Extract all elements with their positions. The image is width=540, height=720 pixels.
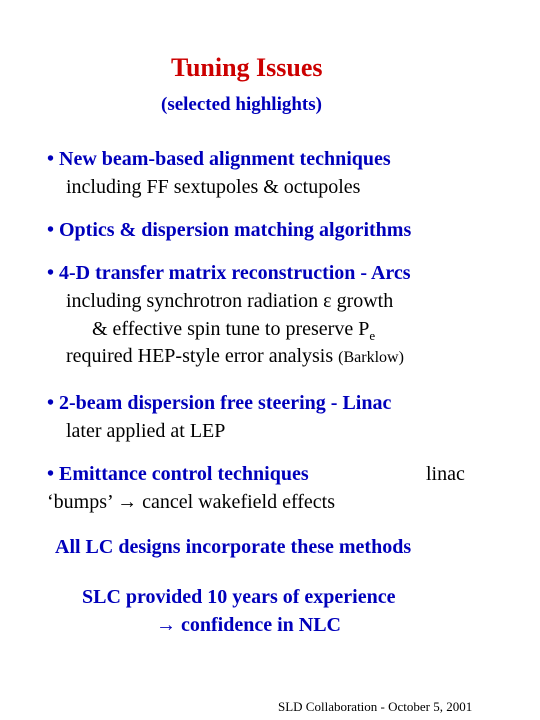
footer-credit: SLD Collaboration - October 5, 2001 [278,699,473,714]
slide-subtitle: (selected highlights) [161,94,322,115]
experience-line-2: → confidence in NLC [156,614,341,636]
bullet-steering-detail: later applied at LEP [66,420,226,442]
bullet-alignment: • New beam-based alignment techniques [47,148,391,170]
spin-tune-text: & effective spin tune to preserve P [92,318,370,340]
bullet-transfer-matrix-detail2 [92,318,376,343]
bullet-emittance-side: linac [426,463,465,485]
error-analysis-text: required HEP-style error analysis [66,345,339,367]
spin-tune-subscript: e [369,328,376,343]
bullet-steering: • 2-beam dispersion free steering - Linac [47,392,392,414]
experience-line-1: SLC provided 10 years of experience [82,586,396,608]
bullet-transfer-matrix-detail3 [66,346,404,366]
slide-title: Tuning Issues [171,53,323,82]
bullet-optics: • Optics & dispersion matching algorithms [47,219,412,241]
bullet-emittance: • Emittance control techniques [47,463,309,485]
bullet-emittance-detail: ‘bumps’ → cancel wakefield effects [47,491,336,513]
bullet-alignment-detail: including FF sextupoles & octupoles [66,176,361,198]
bullet-transfer-matrix-detail1: including synchrotron radiation ε growth [66,290,394,312]
barklow-note: (Barklow) [338,349,404,366]
conclusion-line: All LC designs incorporate these methods [55,536,412,558]
bullet-transfer-matrix: • 4-D transfer matrix reconstruction - Arcs [47,262,411,284]
